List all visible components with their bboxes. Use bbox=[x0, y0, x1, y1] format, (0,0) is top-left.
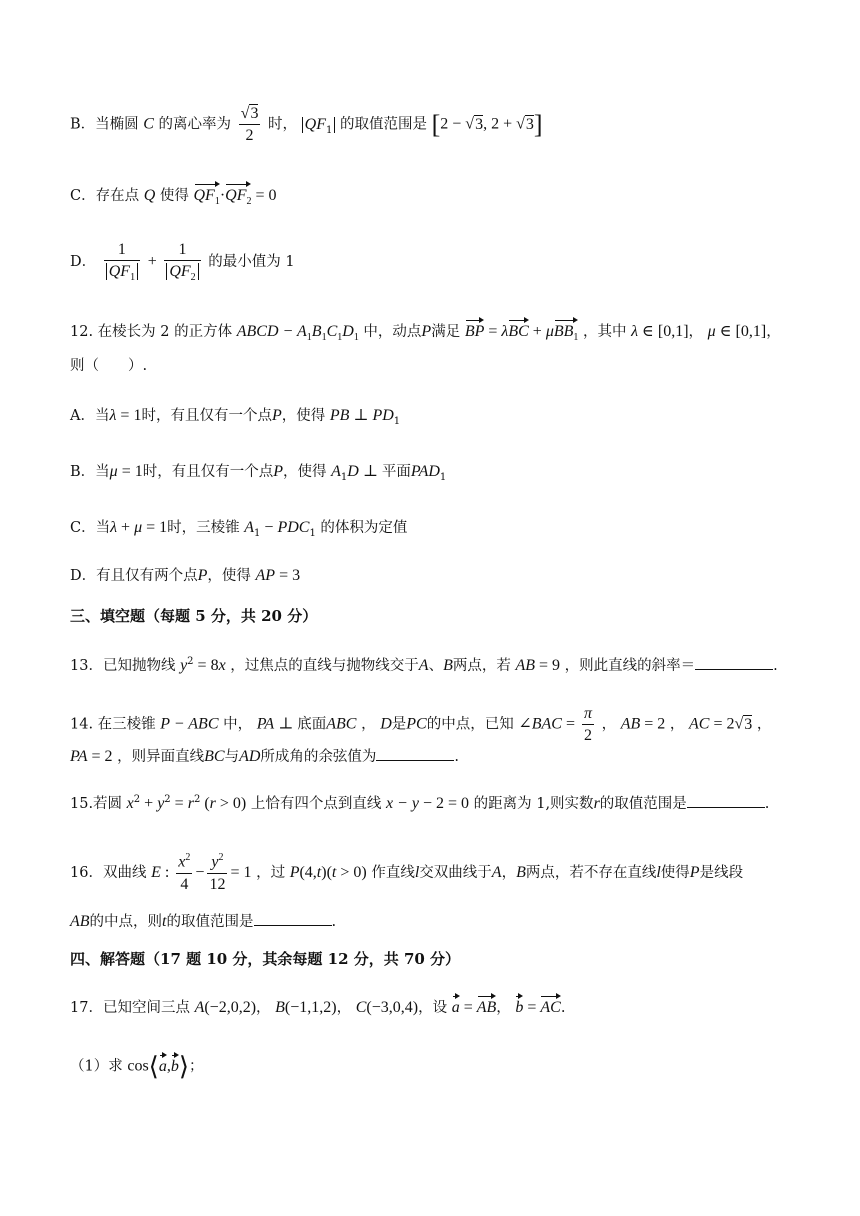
q17: 17．已知空间三点 A(−2,0,2)， B(−1,1,2)， C(−3,0,4)，设 a = AB， b = AC. bbox=[70, 999, 566, 1016]
q12-stem-line2: 则（ ）. bbox=[70, 358, 148, 374]
q13-answer-blank[interactable] bbox=[695, 655, 773, 670]
q14-line2: PA = 2 ，则异面直线BC与AD所成角的余弦值为 . bbox=[70, 748, 460, 765]
q13: 13．已知抛物线 $y^2 = 8x$ ，过焦点的直线与抛物线交于A、B两点，若 AB = 9 ，则此直线的斜率＝ . bbox=[70, 656, 778, 674]
q12-option-c: C．当λ + μ = 1时，三棱锥 $A_1 - PDC_1$ 的体积为定值 bbox=[70, 519, 408, 539]
section-solution-heading: 四、解答题（17 题 10 分，其余每题 12 分，共 70 分） bbox=[70, 950, 461, 968]
q12-option-b: B．当μ = 1时，有且仅有一个点P，使得 $A_1D$ ⊥ 平面$PAD_1$ bbox=[70, 463, 447, 483]
q15-answer-blank[interactable] bbox=[687, 793, 765, 808]
q11-option-c: C．存在点 Q 使得 $QF_1\cdot QF_2 = 0$ bbox=[70, 187, 277, 208]
section-fill-in-heading: 三、填空题（每题 5 分，共 20 分） bbox=[70, 607, 318, 625]
q11-option-d: D． $\frac{1}{QF_1}$ + $\frac{1}{QF_2}$ 的最小值为 1 bbox=[70, 241, 295, 284]
q11-option-b: B．当椭圆 C 的离心率为 $\frac{√3}{2}$ 时， $QF_1$ 的取值范围是 [2 − √3, 2 + √3] bbox=[70, 105, 543, 145]
q15: 15.若圆 $x^2 + y^2 = r^2$ (r > 0) 上恰有四个点到直线 x − y − 2 = 0 的距离为 1,则实数r的取值范围是 . bbox=[70, 794, 770, 812]
q14-answer-blank[interactable] bbox=[376, 746, 454, 761]
q16: 16．双曲线 E : $\frac{x^2}{4}$ − $\frac{y^2}{12}$ = 1 ，过 P(4,t)(t > 0) 作直线l交双曲线于A，B两点，若不存在直线l使得P是线段 bbox=[70, 852, 744, 893]
q16-line2: AB的中点，则t的取值范围是 . bbox=[70, 913, 337, 930]
q12-option-d: D．有且仅有两个点P，使得 AP = 3 bbox=[70, 567, 301, 584]
q12-option-a: A．当λ = 1时，有且仅有一个点P，使得 PB ⊥ $PD_1$ bbox=[70, 407, 401, 427]
q17-part1: （1）求 cos⟨a,b⟩； bbox=[70, 1052, 204, 1081]
q12-stem: 12. 在棱长为 2 的正方体 ABCD − $A_1B_1C_1D_1$ 中，动点P满足 BP = λBC + μBB$_1$ ，其中 λ ∈ [0,1]， μ ∈ [0,1]， bbox=[70, 323, 781, 344]
q16-answer-blank[interactable] bbox=[254, 911, 332, 926]
q14: 14. 在三棱锥 P − ABC 中， PA ⊥ 底面ABC ， D是PC的中点，已知 ∠BAC = $\frac{\pi}{2}$ ， AB = 2 ， AC = 2√3 ， bbox=[70, 705, 772, 745]
